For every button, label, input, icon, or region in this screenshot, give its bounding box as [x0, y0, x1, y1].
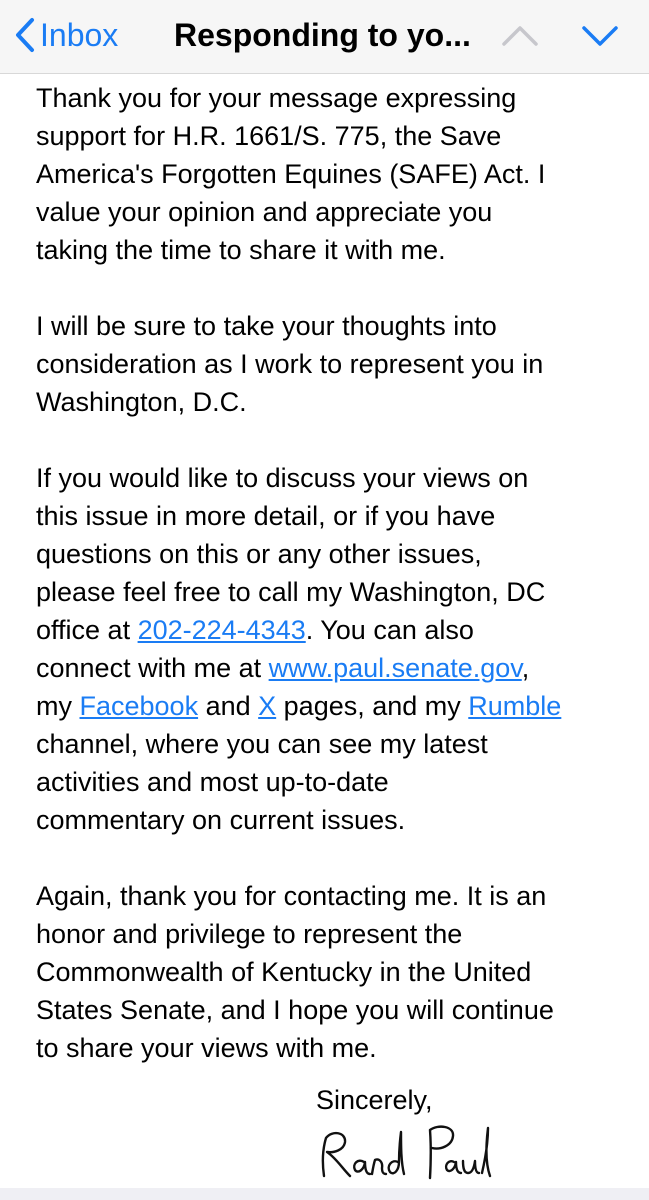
- text-line: Thank you for your message expressing: [36, 83, 517, 113]
- message-body: [36, 79, 636, 1105]
- message-subject-title: Responding to yo...: [174, 17, 471, 53]
- text-line: Commonwealth of Kentucky in the United: [36, 957, 532, 987]
- text-line: Washington, D.C.: [36, 387, 247, 417]
- text-line: taking the time to share it with me.: [36, 235, 446, 265]
- chevron-up-icon: [500, 20, 540, 50]
- back-button-label: Inbox: [40, 17, 119, 53]
- text-line: I will be sure to take your thoughts into: [36, 311, 497, 341]
- text-line: channel, where you can see my latest: [36, 729, 488, 759]
- text-fragment: . You can also: [305, 615, 474, 645]
- text-line: consideration as I work to represent you in: [36, 349, 544, 379]
- website-link[interactable]: www.paul.senate.gov: [268, 653, 522, 683]
- paragraph-thanks: [36, 79, 636, 269]
- text-fragment: pages, and my: [276, 691, 469, 721]
- paragraph-consideration: [36, 307, 636, 421]
- text-line: value your opinion and appreciate you: [36, 197, 493, 227]
- paragraph-closing-thanks: [36, 877, 636, 1067]
- text-fragment: ,: [521, 653, 530, 683]
- text-line: Again, thank you for contacting me. It is an: [36, 881, 547, 911]
- text-fragment: office at: [36, 615, 138, 645]
- text-fragment: my: [36, 691, 80, 721]
- closing-salutation: Sincerely,: [316, 1085, 433, 1115]
- text-line: activities and most up-to-date: [36, 767, 389, 797]
- text-fragment: and: [198, 691, 259, 721]
- text-line: States Senate, and I hope you will continue: [36, 995, 554, 1025]
- text-fragment: connect with me at: [36, 653, 269, 683]
- back-to-inbox-button[interactable]: [10, 12, 118, 58]
- signature-image: [312, 1118, 502, 1190]
- text-line: questions on this or any other issues,: [36, 539, 482, 569]
- text-line: to share your views with me.: [36, 1033, 377, 1063]
- phone-link[interactable]: 202-224-4343: [137, 615, 306, 645]
- x-link[interactable]: X: [258, 691, 277, 721]
- navigation-bar: [0, 0, 649, 74]
- text-line: If you would like to discuss your views on: [36, 463, 529, 493]
- rumble-link[interactable]: Rumble: [468, 691, 562, 721]
- paragraph-contact: [36, 459, 636, 839]
- chevron-left-icon: [10, 12, 38, 58]
- toolbar-edge: [0, 1188, 649, 1200]
- text-line: support for H.R. 1661/S. 775, the Save: [36, 121, 502, 151]
- text-line: commentary on current issues.: [36, 805, 406, 835]
- previous-message-button[interactable]: [500, 20, 540, 50]
- text-line: America's Forgotten Equines (SAFE) Act. I: [36, 159, 546, 189]
- text-line: this issue in more detail, or if you have: [36, 501, 496, 531]
- next-message-button[interactable]: [580, 20, 620, 50]
- chevron-down-icon: [580, 20, 620, 50]
- text-line: honor and privilege to represent the: [36, 919, 463, 949]
- facebook-link[interactable]: Facebook: [79, 691, 199, 721]
- text-line: please feel free to call my Washington, DC: [36, 577, 546, 607]
